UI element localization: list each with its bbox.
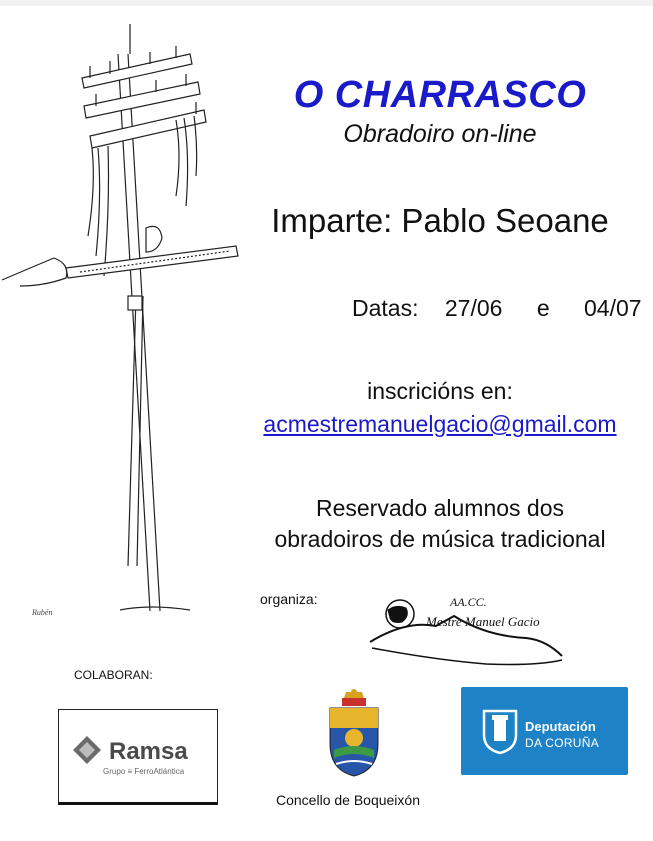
dates-connector: e (536, 295, 550, 321)
date-first: 27/06 (444, 295, 503, 321)
gacio-logo-line-1: AA.CC. (450, 595, 487, 609)
registration-label: inscricións en: (367, 378, 513, 404)
registration-email-link[interactable]: acmestremanuelgacio@gmail.com (263, 411, 617, 437)
gacio-association-logo (366, 586, 566, 672)
ramsa-tagline: Grupo ≡ FerroAtlántica (103, 767, 185, 776)
deputacion-logo (461, 687, 628, 775)
gacio-logo-line-2: Mestre Manuel Gacio (426, 614, 540, 629)
tower-shield-icon (481, 705, 519, 755)
ramsa-diamond-icon (71, 734, 103, 766)
concello-caption: Concello de Boqueixón (276, 792, 420, 808)
instructor-line: Imparte: Pablo Seoane (271, 202, 609, 239)
dates-label: Datas: (352, 295, 419, 321)
dates-line (352, 295, 642, 322)
boqueixon-coat-of-arms (326, 688, 382, 778)
collaborators-label: COLABORAN: (74, 668, 153, 682)
date-second: 04/07 (584, 295, 642, 321)
restriction-line-1: Reservado alumnos dos (315, 495, 565, 521)
event-subtitle: Obradoiro on-line (343, 120, 537, 148)
illustration-signature: Rubén (32, 608, 53, 617)
organizer-label: organiza: (260, 591, 318, 607)
restriction-line-2: obradoiros de música tradicional (274, 526, 606, 552)
poster-page (0, 6, 653, 841)
charrasco-illustration (0, 6, 250, 626)
ramsa-name: Ramsa (109, 738, 188, 765)
event-title: O CHARRASCO (293, 74, 587, 116)
restriction-note (240, 493, 640, 555)
ramsa-logo (58, 709, 218, 805)
deputacion-line-2: DA CORUÑA (525, 736, 600, 750)
deputacion-line-1: Deputación (525, 719, 596, 734)
